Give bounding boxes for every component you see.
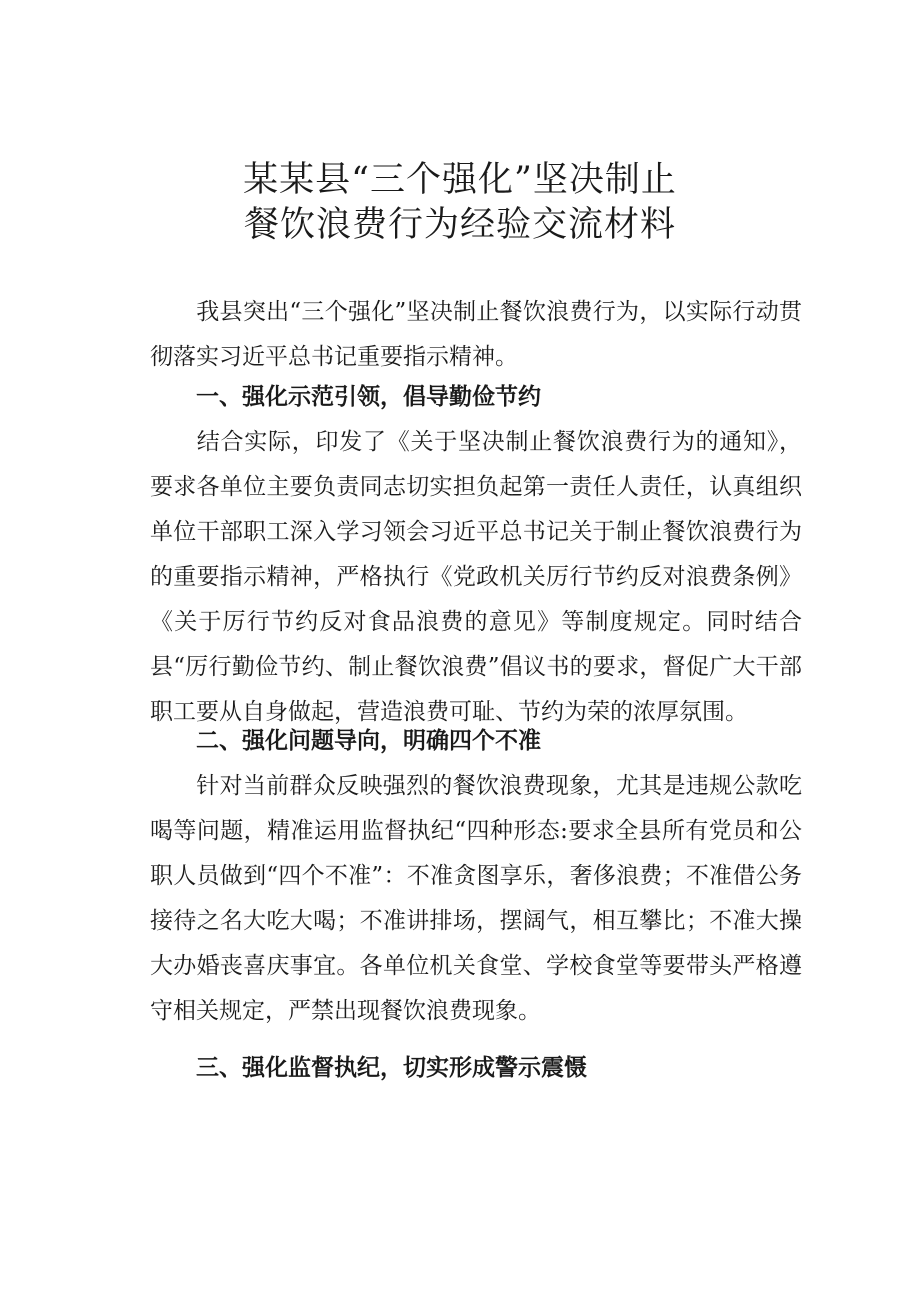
section-heading-1: 一、强化示范引领，倡导勤俭节约 (196, 384, 541, 410)
intro-text: 我县突出“三个强化”坚决制止餐饮浪费行为，以实际行动贯彻落实习近平总书记重要指示精神。 (150, 299, 802, 370)
section-2-text: 针对当前群众反映强烈的餐饮浪费现象，尤其是违规公款吃喝等问题，精准运用监督执纪“四种形态:要求全县所有党员和公职人员做到“四个不准”：不准贪图享乐，奢侈浪费；不准借公务接待之名大吃大喝；不准讲排场，摆阔气，相互攀比；不准大操大办婚丧喜庆事宜。各单位机关食堂、学校食堂等要带头严格遵守相关规定，严禁出现餐饮浪费现象。 (150, 773, 802, 1024)
intro-paragraph (150, 290, 802, 380)
section-heading-2: 二、强化问题导向，明确四个不准 (196, 728, 541, 754)
section-paragraph-1 (150, 420, 802, 735)
section-paragraph-2 (150, 764, 802, 1034)
document-title-line-2: 餐饮浪费行为经验交流材料 (243, 205, 676, 245)
section-heading-3: 三、强化监督执纪，切实形成警示震慑 (196, 1055, 587, 1081)
section-1-text: 结合实际，印发了《关于坚决制止餐饮浪费行为的通知》，要求各单位主要负责同志切实担负起第一责任人责任，认真组织单位干部职工深入学习领会习近平总书记关于制止餐饮浪费行为的重要指示精神，严格执行《党政机关厉行节约反对浪费条例》《关于厉行节约反对食品浪费的意见》等制度规定。同时结合县“厉行勤俭节约、制止餐饮浪费”倡议书的要求，督促广大干部职工要从自身做起，营造浪费可耻、节约为荣的浓厚氛围。 (150, 429, 802, 725)
document-title-line-1: 某某县“三个强化”坚决制止 (243, 160, 677, 200)
